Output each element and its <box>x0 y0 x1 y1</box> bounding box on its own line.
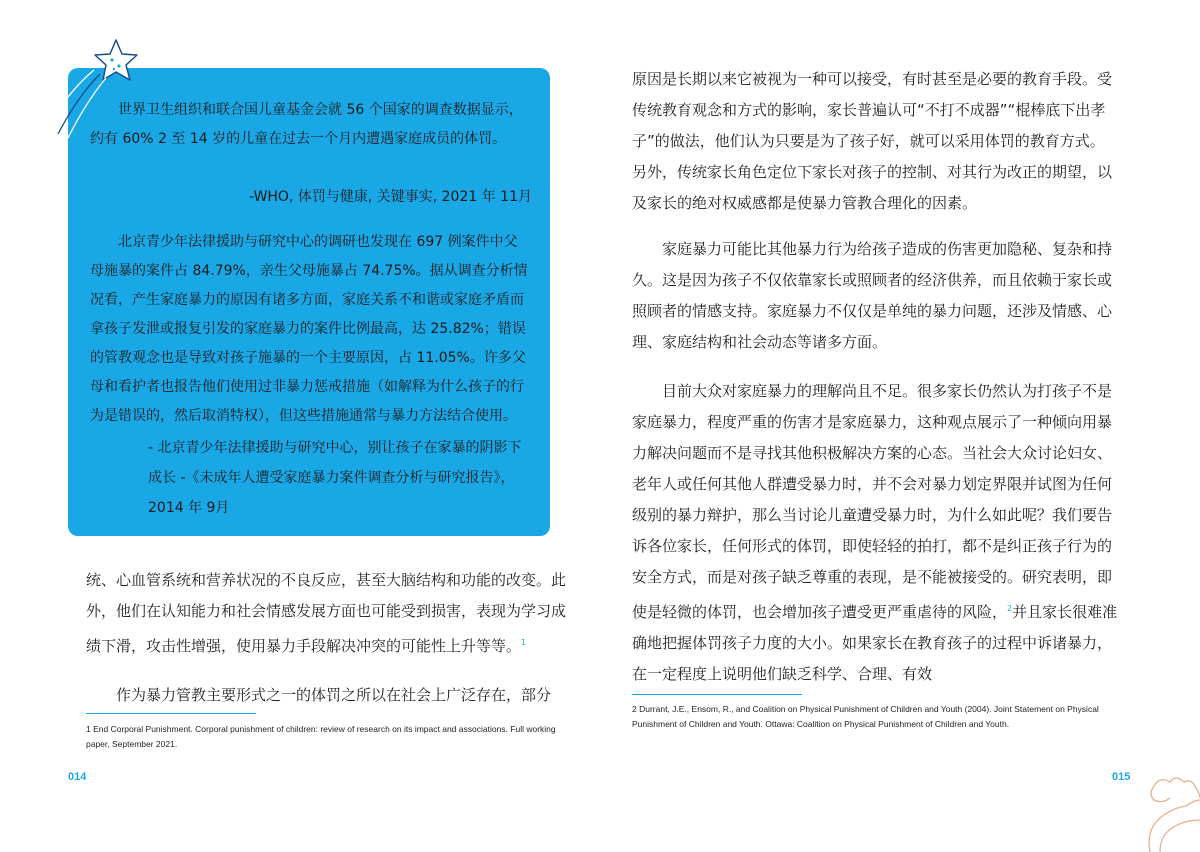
left-paragraph-1-text: 统、心血管系统和营养状况的不良反应，甚至大脑结构和功能的改变。此外，他们在认知能力和社会情感发展方面也可能受到损害，表现为学习成绩下滑，攻击性增强，使用暴力手段解决冲突的可能性上升等等。 <box>86 571 567 655</box>
left-paragraph-2: 作为暴力管教主要形式之一的体罚之所以在社会上广泛存在，部分 <box>116 686 552 704</box>
right-paragraph-3-text-a: 目前大众对家庭暴力的理解尚且不足。很多家长仍然认为打孩子不是家庭暴力，程度严重的伤害才是家庭暴力，这种观点展示了一种倾向用暴力解决问题而不是寻找其他积极解决方案的心态。当社会大众讨论妇女、老年人或任何其他人群遭受暴力时，并不会对暴力划定界限并试图为任何级别的暴力辩护，那么当讨论儿童遭受暴力时，为什么如此呢？我们要告诉各位家长，任何形式的体罚，即使轻轻的拍打，都不是纠正孩子行为的安全方式，而是对孩子缺乏尊重的表现，是不能被接受的。研究表明，即使是轻微的体罚，也会增加孩子遭受更严重虐待的风险， <box>632 382 1113 621</box>
right-paragraph-1: 原因是长期以来它被视为一种可以接受，有时甚至是必要的教育手段。受传统教育观念和方式的影响，家长普遍认可“不打不成器”“棍棒底下出孝子”的做法，他们认为只要是为了孩子好，就可以采用体罚的教育方式。另外，传统家长角色定位下家长对孩子的控制、对其行为改正的期望，以及家长的绝对权威感都是使暴力管教合理化的因素。 <box>632 70 1113 212</box>
footnote-ref-1[interactable]: 1 <box>521 638 527 647</box>
right-paragraph-2: 家庭暴力可能比其他暴力行为给孩子造成的伤害更加隐秘、复杂和持久。这是因为孩子不仅依靠家长或照顾者的经济供养，而且依赖于家长或照顾者的情感支持。家庭暴力不仅仅是单纯的暴力问题，还涉及情感、心理、家庭结构和社会动态等诸多方面。 <box>632 240 1113 351</box>
star-doodle-icon <box>48 36 138 146</box>
footnote-divider <box>86 713 256 714</box>
page-number-left: 014 <box>68 771 87 783</box>
footnote-divider-right <box>632 694 802 695</box>
footnote-1: 1 End Corporal Punishment. Corporal punishment of children: review of research on its impact and associations. Full working paper, September 2021. <box>86 724 556 749</box>
left-paragraph-1 <box>86 565 576 662</box>
footnote-ref-2[interactable]: 2 <box>1007 604 1013 613</box>
right-page <box>600 0 1200 852</box>
quote-who: 世界卫生组织和联合国儿童基金会就 56 个国家的调查数据显示，约有 60% 2 至 14 岁的儿童在过去一个月内遭遇家庭成员的体罚。 <box>90 102 523 147</box>
quote-who-source: -WHO, 体罚与健康, 关键事实, 2021 年 11月 <box>249 189 532 205</box>
page-number-right: 015 <box>1112 771 1131 783</box>
right-paragraph-3-text-b: 并且家长很难准确地把握体罚孩子力度的大小。如果家长在教育孩子的过程中诉诸暴力，在一定程度上说明他们缺乏科学、合理、有效 <box>632 603 1118 683</box>
right-paragraph-3 <box>632 376 1118 690</box>
quote-beijing: 北京青少年法律援助与研究中心的调研也发现在 697 例案件中父母施暴的案件占 84.79%，亲生父母施暴占 74.75%。据从调查分析情况看，产生家庭暴力的原因有诸多方面，家庭关系不和谐或家庭矛盾而拿孩子发泄或报复引发的家庭暴力的案件比例最高，达 25.82%；错误的管教观念也是导致对孩子施暴的一个主要原因，占 11.05%。许多父母和看护者也报告他们使用过非暴力惩戒措施（如解释为什么孩子的行为是错误的，然后取消特权），但这些措施通常与暴力方法结合使用。 <box>90 234 528 424</box>
hand-doodle-icon <box>1120 770 1200 852</box>
quote-box <box>68 68 550 536</box>
quote-beijing-source: - 北京青少年法律援助与研究中心，别让孩子在家暴的阴影下成长 -《未成年人遭受家庭暴力案件调查分析与研究报告》，2014 年 9月 <box>148 440 522 516</box>
footnote-2: 2 Durrant, J.E., Ensom, R., and Coalition on Physical Punishment of Children and Youth (2004). Joint Statement on Physical Punishment of Children and Youth. Ottawa: Coalition on Physical Punishment of Children and Youth. <box>632 704 1099 729</box>
